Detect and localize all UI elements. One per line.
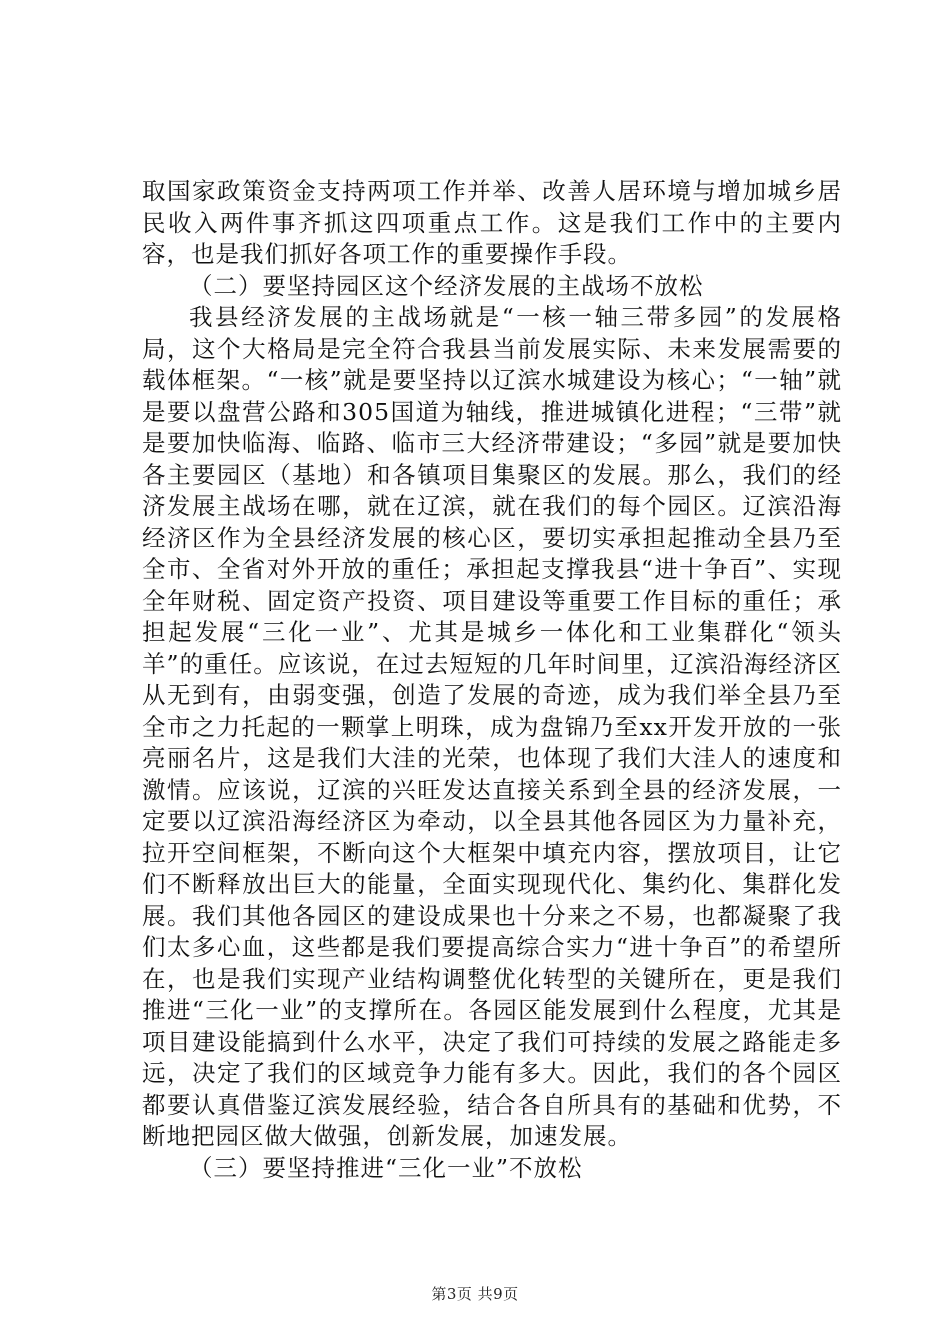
section-heading-2: （二）要坚持园区这个经济发展的主战场不放松 — [189, 271, 704, 300]
paragraph-continuation: 取国家政策资金支持两项工作并举、改善人居环境与增加城乡居民收入两件事齐抓这四项重点工作。这是我们工作中的主要内容，也是我们抓好各项工作的重要操作手段。 — [142, 177, 842, 268]
section-heading-3: （三）要坚持推进“三化一业”不放松 — [189, 1153, 583, 1182]
paragraph-body: 我县经济发展的主战场就是“一核一轴三带多园”的发展格局，这个大格局是完全符合我县当前发展实际、未来发展需要的载体框架。“一核”就是要坚持以辽滨水城建设为核心；“一轴”就是要以盘营公路和305国道为轴线，推进城镇化进程；“三带”就是要加快临海、临路、临市三大经济带建设；“多园”就是要加快各主要园区（基地）和各镇项目集聚区的发展。那么，我们的经济发展主战场在哪，就在辽滨，就在我们的每个园区。辽滨沿海经济区作为全县经济发展的核心区，要切实承担起推动全县乃至全市、全省对外开放的重任；承担起支撑我县“进十争百”、实现全年财税、固定资产投资、项目建设等重要工作目标的重任；承担起发展“三化一业”、尤其是城乡一体化和工业集群化“领头羊”的重任。应该说，在过去短短的几年时间里，辽滨沿海经济区从无到有，由弱变强，创造了发展的奇迹，成为我们举全县乃至全市之力托起的一颗掌上明珠，成为盘锦乃至xx开发开放的一张亮丽名片，这是我们大洼的光荣，也体现了我们大洼人的速度和激情。应该说，辽滨的兴旺发达直接关系到全县的经济发展，一定要以辽滨沿海经济区为牵动，以全县其他各园区为力量补充，拉开空间框架，不断向这个大框架中填充内容，摆放项目，让它们不断释放出巨大的能量，全面实现现代化、集约化、集群化发展。我们其他各园区的建设成果也十分来之不易，也都凝聚了我们太多心血，这些都是我们要提高综合实力“进十争百”的希望所在，也是我们实现产业结构调整优化转型的关键所在，更是我们推进“三化一业”的支撑所在。各园区能发展到什么程度，尤其是项目建设能搞到什么水平，决定了我们可持续的发展之路能走多远，决定了我们的区域竞争力能有多大。因此，我们的各个园区都要认真借鉴辽滨发展经验，结合各自所具有的基础和优势，不断地把园区做大做强，创新发展，加速发展。 — [142, 303, 842, 1150]
page-footer: 第3页 共9页 — [431, 1285, 519, 1303]
document-body — [142, 176, 842, 1184]
